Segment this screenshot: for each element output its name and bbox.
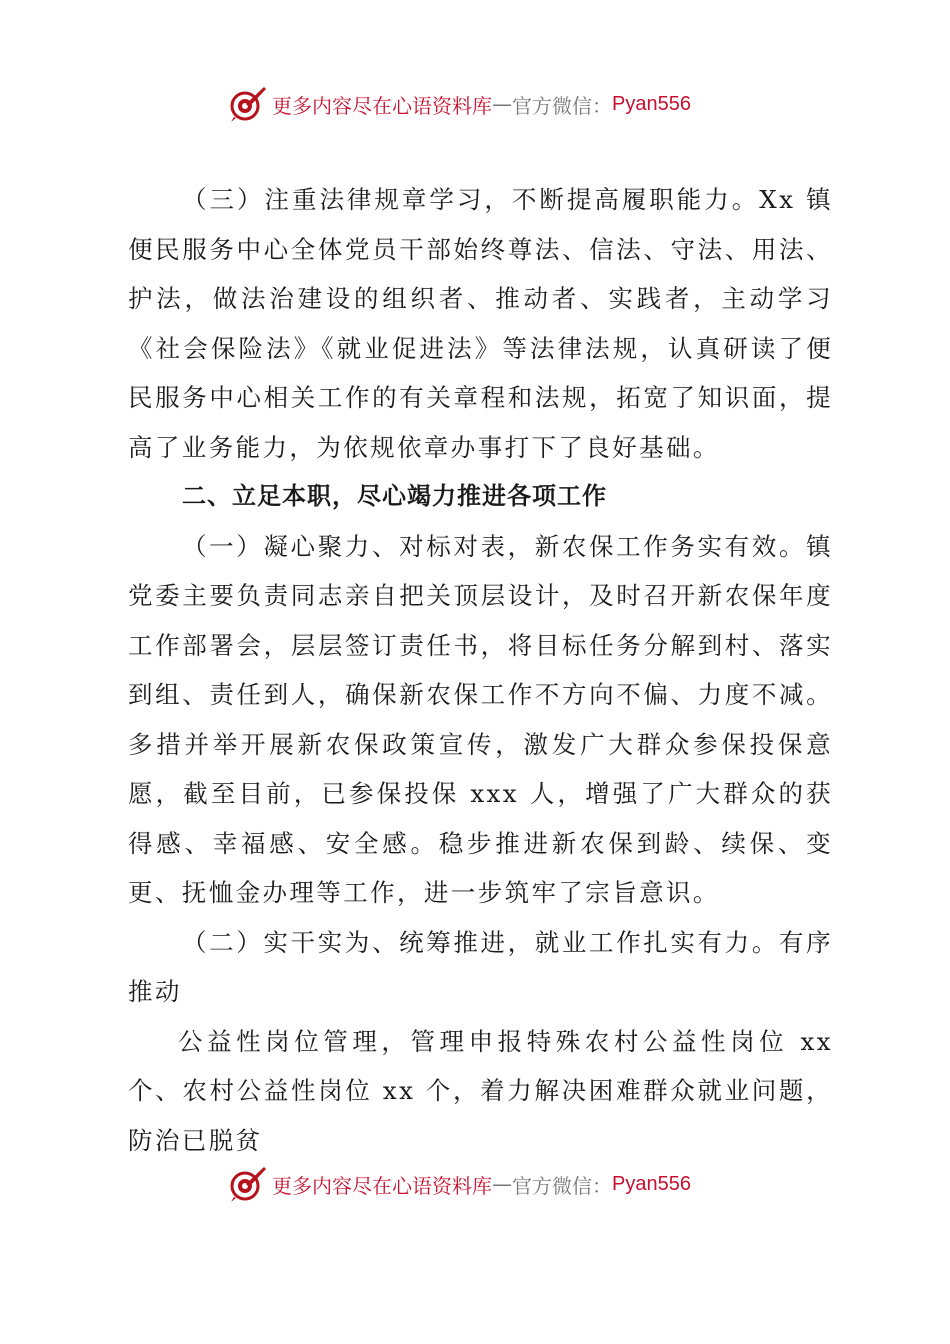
library-name: 更多内容尽在心语资料库 [272,93,492,118]
banner-separator: — [492,92,512,116]
banner-separator: — [492,1172,512,1196]
header-banner [228,84,691,124]
document-body [128,175,833,1165]
section-heading: 二、立足本职，尽心竭力推进各项工作 [182,482,607,510]
wechat-id: Pyan556 [612,92,691,115]
wechat-label: 官方微信： [512,1173,612,1198]
paragraph-new-rural-insurance: （一）凝心聚力、对标对表，新农保工作务实有效。镇党委主要负责同志亲自把关顶层设计，及时召开新农保年度工作部署会，层层签订责任书，将目标任务分解到村、落实到组、责任到人，确保新农保工作不方向不偏、力度不减。多措并举开展新农保政策宣传，激发广大群众参保投保意愿，截至目前，已参保投保 xxx 人，增强了广大群众的获得感、幸福感、安全感。稳步推进新农保到龄、续保、变更、抚恤金办理等工作，进一步筑牢了宗旨意识。 [128,531,833,907]
paragraph-employment-start: （二）实干实为、统筹推进，就业工作扎实有力。有序推动 [128,927,833,1006]
library-name: 更多内容尽在心语资料库 [272,1173,492,1198]
quill-logo-icon [228,1164,268,1204]
footer-banner [228,1164,691,1204]
paragraph-public-welfare-posts: 公益性岗位管理，管理申报特殊农村公益性岗位 xx 个、农村公益性岗位 xx 个，着力解决困难群众就业问题，防治已脱贫 [128,1026,833,1155]
wechat-label: 官方微信： [512,93,612,118]
paragraph-legal-study: （三）注重法律规章学习，不断提高履职能力。Xx 镇便民服务中心全体党员干部始终尊法、信法、守法、用法、护法，做法治建设的组织者、推动者、实践者，主动学习《社会保险法》《就业促进法》等法律法规，认真研读了便民服务中心相关工作的有关章程和法规，拓宽了知识面，提高了业务能力，为依规依章办事打下了良好基础。 [128,185,833,462]
wechat-id: Pyan556 [612,1172,691,1195]
quill-logo-icon [228,84,268,124]
